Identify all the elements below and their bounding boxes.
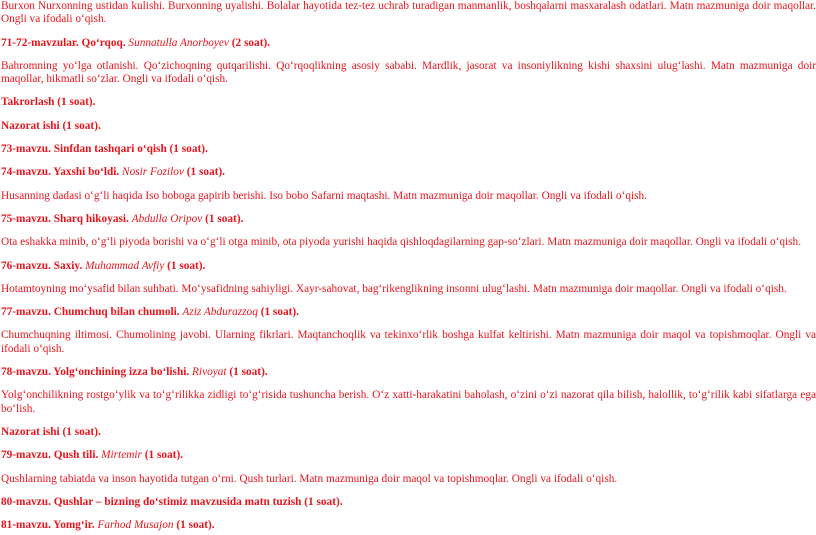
heading-title: 74-mavzu. Yaxshi boʻldi. bbox=[1, 166, 120, 179]
heading-title: 81-mavzu. Yomgʻir. bbox=[1, 519, 95, 532]
heading-81 bbox=[1, 519, 816, 532]
paragraph-ota-eshak bbox=[1, 236, 816, 249]
heading-title: 75-mavzu. Sharq hikoyasi. bbox=[1, 212, 129, 225]
heading-author: Muhammad Avfiy bbox=[85, 259, 165, 272]
heading-80 bbox=[1, 496, 816, 509]
heading-author: Mirtemir bbox=[101, 449, 142, 462]
heading-title: 78-mavzu. Yolgʻonchining izza boʻlishi. bbox=[1, 366, 190, 379]
paragraph-chumchuq bbox=[1, 329, 816, 356]
heading-title: Nazorat ishi (1 soat). bbox=[1, 119, 101, 132]
paragraph-text: Husanning dadasi oʻgʻli haqida Iso boboga gapirib berishi. Iso bobo Safarni maqtashi. Matn mazmuniga doir maqollar. Ongli va ifodali oʻqish. bbox=[1, 189, 647, 202]
heading-78 bbox=[1, 366, 816, 379]
heading-title: 71-72-mavzular. Qoʻrqoq. bbox=[1, 36, 126, 49]
heading-hours: (1 soat). bbox=[176, 519, 215, 532]
heading-title: 76-mavzu. Saxiy. bbox=[1, 259, 83, 272]
heading-hours: (1 soat). bbox=[167, 259, 206, 272]
heading-75 bbox=[1, 213, 816, 226]
heading-nazorat-1 bbox=[1, 120, 816, 133]
paragraph-text: Bahromning yoʻlga otlanishi. Qoʻzichoqning qutqarilishi. Qoʻrqoqlikning asosiy sababi. Mardlik, jasorat va insoniylikning kishi shaxsini ulugʻlashi. Matn mazmuniga doir maqollar, hikmatli soʻzlar. Ongli va ifodali oʻqish. bbox=[1, 59, 816, 86]
heading-hours: (1 soat). bbox=[260, 306, 299, 319]
heading-title: 77-mavzu. Chumchuq bilan chumoli. bbox=[1, 306, 180, 319]
heading-title: Nazorat ishi (1 soat). bbox=[1, 425, 101, 438]
paragraph-text: Chumchuqning iltimosi. Chumolining javobi. Ularning fikrlari. Maqtanchoqlik va tekinxoʻrlik boshga kulfat keltirishi. Matn mazmuniga doir maqol va topishmoqlar. Ongli va ifodali oʻqish. bbox=[1, 329, 816, 355]
heading-title: 73-mavzu. Sinfdan tashqari oʻqish (1 soat). bbox=[1, 143, 208, 156]
paragraph-text: Hotamtoyning moʻysafid bilan suhbati. Moʻysafidning sahiyligi. Xayr-sahovat, bagʻrikenglikning insonni ulugʻlashi. Matn mazmuniga doir maqollar. Ongli va ifodali oʻqish. bbox=[1, 282, 787, 295]
heading-takrorlash bbox=[1, 96, 816, 109]
heading-76 bbox=[1, 260, 816, 273]
paragraph-text: Ota eshakka minib, oʻgʻli piyoda borishi va oʻgʻli otga minib, ota piyoda yurishi haqida qishloqdagilarning gap-soʻzlari. Matn mazmuniga doir maqollar. Ongli va ifodali oʻqish. bbox=[1, 236, 802, 249]
heading-hours: (1 soat). bbox=[144, 449, 184, 462]
paragraph-text: Burxon Nurxonning ustidan kulishi. Burxonning uyalishi. Bolalar hayotida tez-tez uchrab turadigan manmanlik, boshqalarni masxaralash odatlari. Matn mazmuniga doir maqollar. Ongli va ifodali oʻqish. bbox=[1, 0, 816, 26]
paragraph-husan bbox=[1, 190, 816, 203]
paragraph-text: Yolgʻonchilikning rostgoʻylik va toʻgʻrilikka zidligi toʻgʻrisida tushuncha berish. Oʻz xatti-harakatini baholash, oʻzini oʻzi nazorat qila bilish, halollik, toʻgʻrilik kabi sifatlarga ega boʻlish. bbox=[1, 389, 816, 415]
heading-79 bbox=[1, 449, 816, 462]
heading-hours: (1 soat). bbox=[186, 166, 225, 179]
paragraph-qushlar bbox=[1, 473, 816, 486]
heading-author: Sunnatulla Anorboyev bbox=[128, 36, 229, 49]
paragraph-text: Qushlarning tabiatda va inson hayotida tutgan oʻrni. Qush turlari. Matn mazmuniga doir maqol va topishmoqlar. Ongli va ifodali oʻqish. bbox=[1, 472, 618, 485]
heading-hours: (1 soat). bbox=[229, 366, 268, 379]
heading-author: Nosir Fozilov bbox=[122, 166, 184, 179]
heading-hours: (1 soat). bbox=[205, 212, 244, 225]
heading-title: Takrorlash (1 soat). bbox=[1, 96, 96, 109]
heading-author: Rivoyat bbox=[192, 366, 227, 379]
heading-author: Aziz Abdurazzoq bbox=[182, 306, 258, 319]
heading-title: 80-mavzu. Qushlar – bizning doʻstimiz mavzusida matn tuzish (1 soat). bbox=[1, 495, 343, 508]
paragraph-burxon bbox=[1, 0, 816, 27]
heading-author: Abdulla Oripov bbox=[131, 212, 203, 225]
heading-77 bbox=[1, 306, 816, 319]
paragraph-hotamtoy bbox=[1, 283, 816, 296]
paragraph-bahrom bbox=[1, 60, 816, 87]
heading-hours: (2 soat). bbox=[231, 36, 271, 49]
heading-author: Farhod Musajon bbox=[97, 519, 174, 532]
heading-71-72 bbox=[1, 37, 816, 50]
paragraph-yolgonchilik bbox=[1, 389, 816, 416]
heading-nazorat-2 bbox=[1, 426, 816, 439]
heading-title: 79-mavzu. Qush tili. bbox=[1, 449, 99, 462]
heading-73 bbox=[1, 143, 816, 156]
heading-74 bbox=[1, 166, 816, 179]
